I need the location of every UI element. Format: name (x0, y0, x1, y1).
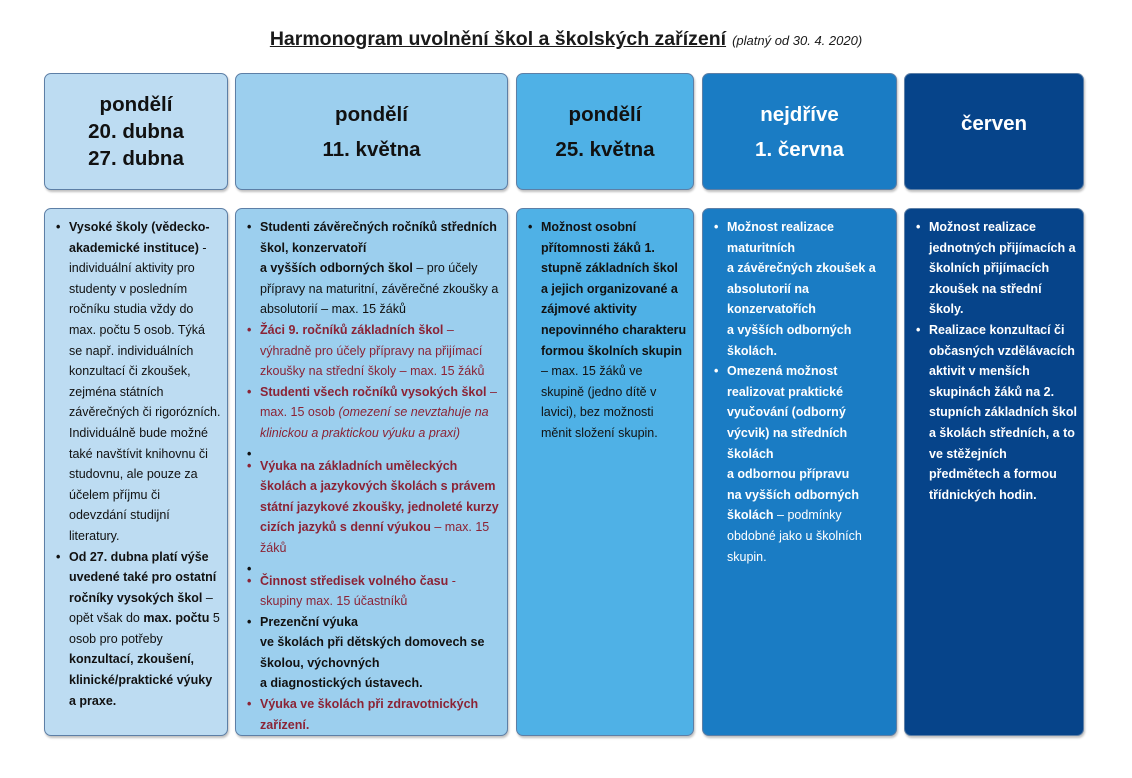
list-item: • Žáci 9. ročníků základních škol – výhradně pro účely přípravy na přijímací zkoušky na střední školy – max. 15 žáků (244, 320, 501, 382)
column-header-1 (44, 73, 228, 190)
header-line: pondělí (335, 102, 408, 126)
list-item: • Od 27. dubna platí výše uvedené také pro ostatní ročníky vysokých škol – opět však do max. počtu 5 osob pro potřeby konzultací, zkoušení, klinické/praktické výuky a praxe. (53, 547, 221, 712)
list-item: • Možnost osobní přítomnosti žáků 1. stupně základních škol a jejich organizované a zájmové aktivity nepovinného charakteru formou školních skupin – max. 15 žáků ve skupině (jedno dítě v lavici), bez možnosti měnit složení skupin. (525, 217, 687, 444)
list-item: • Prezenční výuka ve školách při dětských domovech se školou, výchovných a diagnostických ústavech. (244, 612, 501, 694)
header-line: 25. května (555, 137, 655, 161)
list-item: • Výuka ve školách při zdravotnických zařízení. (244, 694, 501, 735)
header-line: nejdříve (760, 102, 839, 126)
list-item: • Činnost středisek volného času - skupiny max. 15 účastníků (244, 571, 501, 612)
header-line: 11. května (322, 137, 421, 161)
title-main: Harmonogram uvolnění škol a školských zařízení (269, 28, 727, 50)
list-item: • Omezená možnost realizovat praktické vyučování (odborný výcvik) na středních školách a odbornou přípravu na vyšších odborných školách – podmínky obdobné jako u školních skupin. (711, 361, 890, 567)
header-line: 27. dubna (88, 147, 184, 170)
column-header-3 (516, 73, 694, 190)
column-body-2 (235, 208, 508, 736)
list-item: • Možnost realizace maturitních a závěrečných zkoušek a absolutorií na konzervatořích a vyšších odborných školách. (711, 217, 890, 361)
header-line: 20. dubna (88, 120, 184, 143)
column-header-5 (904, 73, 1084, 190)
page-title (0, 28, 1132, 51)
list-item: • Výuka na základních uměleckých školách a jazykových školách s právem státní jazykové zkoušky, jednoleté kurzy cizích jazyků s denní výukou – max. 15 žáků (244, 456, 501, 559)
header-line: pondělí (99, 93, 173, 116)
column-body-1 (44, 208, 228, 736)
column-body-4 (702, 208, 897, 736)
column-body-5 (904, 208, 1084, 736)
list-item: • Studenti závěrečných ročníků středních škol, konzervatoří a vyšších odborných škol – pro účely přípravy na maturitní, závěrečné zkoušky a absolutorií – max. 15 žáků (244, 217, 501, 320)
column-header-2 (235, 73, 508, 190)
title-validity: (platný od 30. 4. 2020) (732, 33, 863, 48)
column-body-3 (516, 208, 694, 736)
list-item: • Možnost realizace jednotných přijímacích a školních přijímacích zkoušek na střední školy. (913, 217, 1077, 320)
header-line: pondělí (568, 102, 642, 126)
list-item: • Studenti všech ročníků vysokých škol – max. 15 osob (omezení se nevztahuje na klinickou a praktickou výuku a praxi) (244, 382, 501, 444)
list-item: • Realizace konzultací či občasných vzdělávacích aktivit v menších skupinách žáků na 2. stupních základních škol a školách středních, a to ve stěžejních předmětech a formou třídnických hodin. (913, 320, 1077, 505)
spacer (244, 559, 501, 571)
header-line: červen (960, 112, 1028, 135)
header-line: 1. června (755, 137, 844, 161)
column-header-4 (702, 73, 897, 190)
list-item: • Vysoké školy (vědecko-akademické instituce) - individuální aktivity pro studenty v posledním ročníku studia vždy do max. počtu 5 osob. Týká se např. individuálních konzultací či zkoušek, zejména státních závěrečných či rigorózních. Individuálně bude možné také navštívit knihovnu či studovnu, ale pouze za účelem příjmu či odevzdání studijní literatury. (53, 217, 221, 547)
spacer (244, 444, 501, 456)
